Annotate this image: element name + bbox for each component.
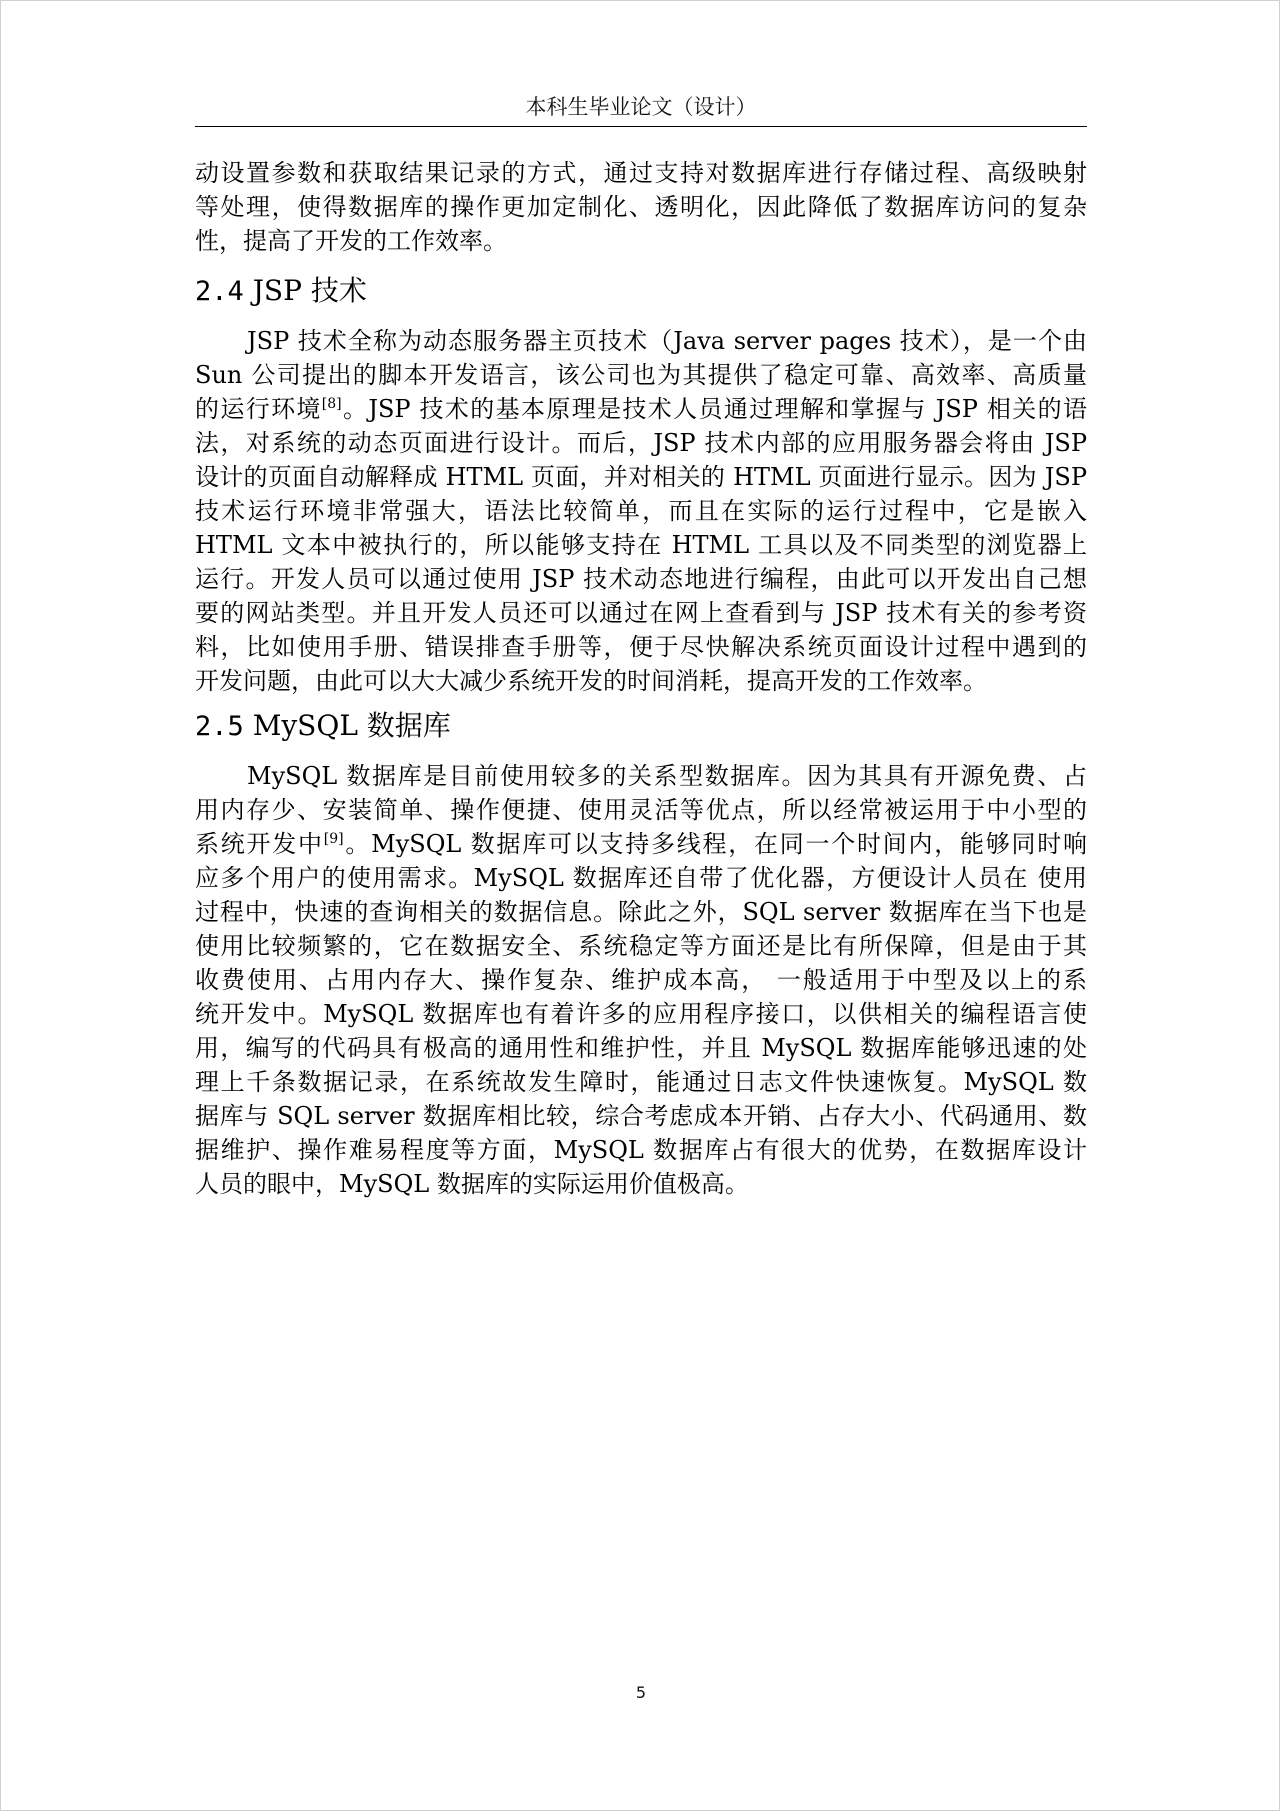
section-heading-jsp <box>195 273 367 310</box>
text-fragment: 的运行环境 <box>195 395 322 423</box>
text-line: 过程中，快速的查询相关的数据信息。除此之外，SQL server 数据库在当下也是 <box>195 898 1087 926</box>
text-line: 运行。开发人员可以通过使用 JSP 技术动态地进行编程，由此可以开发出自己想 <box>195 565 1087 593</box>
mysql-paragraph <box>195 759 1087 1201</box>
citation-ref: [8] <box>321 396 342 412</box>
text-line-with-citation <box>195 392 1087 426</box>
text-line: 要的网站类型。并且开发人员还可以通过在网上查看到与 JSP 技术有关的参考资 <box>195 599 1087 627</box>
text-line: 动设置参数和获取结果记录的方式，通过支持对数据库进行存储过程、高级映射 <box>195 159 1087 187</box>
header-rule <box>195 126 1087 127</box>
text-line: 收费使用、占用内存大、操作复杂、维护成本高， 一般适用于中型及以上的系 <box>195 966 1087 994</box>
text-line: 据维护、操作难易程度等方面，MySQL 数据库占有很大的优势，在数据库设计 <box>195 1136 1087 1164</box>
running-header: 本科生毕业论文（设计） <box>525 95 757 119</box>
text-line: 等处理，使得数据库的操作更加定制化、透明化，因此降低了数据库访问的复杂 <box>195 193 1087 221</box>
text-line: Sun 公司提出的脚本开发语言，该公司也为其提供了稳定可靠、高效率、高质量 <box>195 361 1087 389</box>
text-fragment: 。MySQL 数据库可以支持多线程，在同一个时间内，能够同时响 <box>343 830 1087 858</box>
section-title: MySQL 数据库 <box>252 709 451 742</box>
text-line: MySQL 数据库是目前使用较多的关系型数据库。因为其具有开源免费、占 <box>247 762 1087 790</box>
text-fragment: 。JSP 技术的基本原理是技术人员通过理解和掌握与 JSP 相关的语 <box>341 395 1087 423</box>
continuation-paragraph <box>195 156 1087 258</box>
citation-ref: [9] <box>323 831 344 847</box>
section-number: 2.5 <box>195 711 244 742</box>
jsp-paragraph <box>195 324 1087 698</box>
text-line: 开发问题，由此可以大大减少系统开发的时间消耗，提高开发的工作效率。 <box>195 667 987 695</box>
text-line: 设计的页面自动解释成 HTML 页面，并对相关的 HTML 页面进行显示。因为 JSP <box>195 463 1087 491</box>
text-line: 人员的眼中，MySQL 数据库的实际运用价值极高。 <box>195 1170 749 1198</box>
text-line: 技术运行环境非常强大，语法比较简单，而且在实际的运行过程中，它是嵌入 <box>195 497 1087 525</box>
text-line: JSP 技术全称为动态服务器主页技术（Java server pages 技术），是一个由 <box>247 327 1087 355</box>
section-title: JSP 技术 <box>252 274 367 307</box>
text-line: HTML 文本中被执行的，所以能够支持在 HTML 工具以及不同类型的浏览器上 <box>195 531 1087 559</box>
text-line: 性，提高了开发的工作效率。 <box>195 227 507 255</box>
text-line: 用，编写的代码具有极高的通用性和维护性，并且 MySQL 数据库能够迅速的处 <box>195 1034 1087 1062</box>
text-line: 理上千条数据记录，在系统故发生障时，能通过日志文件快速恢复。MySQL 数 <box>195 1068 1087 1096</box>
text-line: 料，比如使用手册、错误排查手册等，便于尽快解决系统页面设计过程中遇到的 <box>195 633 1087 661</box>
text-line-with-citation <box>195 827 1087 861</box>
page-number: 5 <box>635 1683 647 1702</box>
text-line: 使用比较频繁的，它在数据安全、系统稳定等方面还是比有所保障，但是由于其 <box>195 932 1087 960</box>
text-fragment: 系统开发中 <box>195 830 324 858</box>
text-line: 统开发中。MySQL 数据库也有着许多的应用程序接口，以供相关的编程语言使 <box>195 1000 1087 1028</box>
text-line: 用内存少、安装简单、操作便捷、使用灵活等优点，所以经常被运用于中小型的 <box>195 796 1087 824</box>
text-line: 应多个用户的使用需求。MySQL 数据库还自带了优化器，方便设计人员在 使用 <box>195 864 1087 892</box>
text-line: 据库与 SQL server 数据库相比较，综合考虑成本开销、占存大小、代码通用、数 <box>195 1102 1087 1130</box>
section-heading-mysql <box>195 708 451 745</box>
text-line: 法，对系统的动态页面进行设计。而后，JSP 技术内部的应用服务器会将由 JSP <box>195 429 1087 457</box>
section-number: 2.4 <box>195 276 244 307</box>
